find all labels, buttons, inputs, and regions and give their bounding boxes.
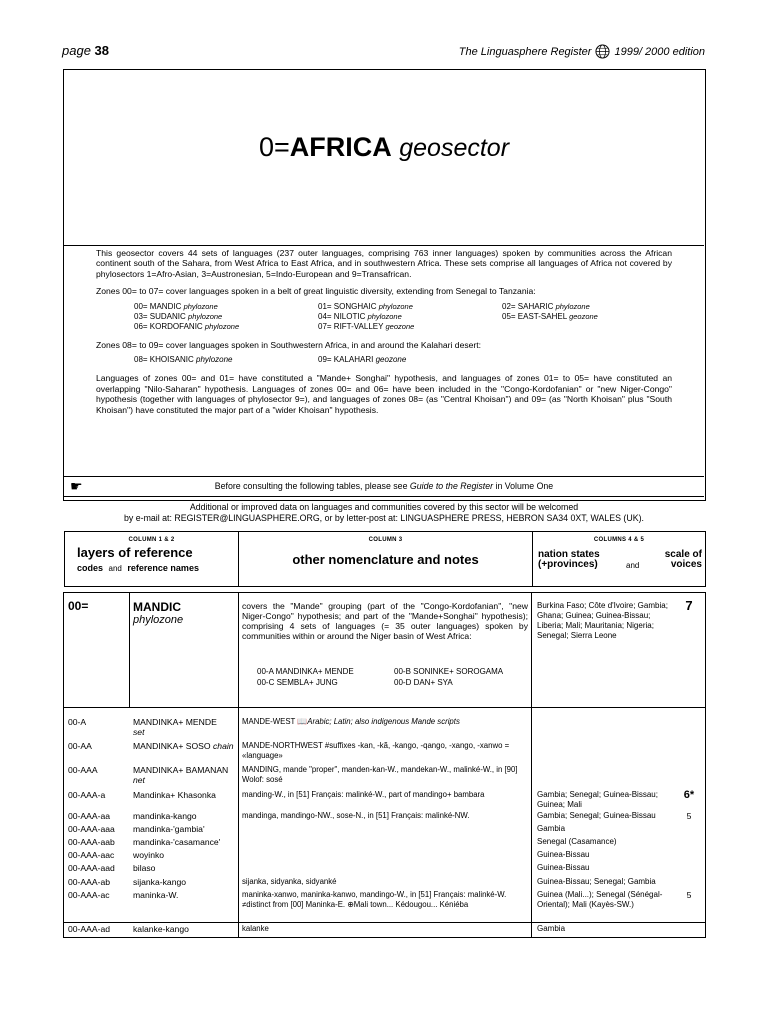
row-code: 00-AAA-ac [68, 890, 110, 900]
row-code: 00-AA [68, 741, 92, 751]
zone-entry: 04= NILOTIC phylozone [318, 311, 402, 321]
intro-paragraph: Zones 00= to 07= cover languages spoken in a belt of great linguistic diversity, extending from Senegal to Tanzania: [96, 286, 536, 297]
intro-paragraph: Languages of zones 00= and 01= have constituted a "Mande+ Songhai" hypothesis, and languages of zones 01= to 05= have constituted an overlapping "Nilo-Saharan" hypothesis. Languages of zones 00= and 06= have been included in the "Congo-Kordofanian" or "new Niger-Congo" hypothesis (together with languages of phylosector 9=), and languages of zones 08= (as "Central Khoisan") and 09= (as "North Khoisan" plus "South Khoisan") have constituted the major part of a "wider Khoisan" hypothesis. [96, 373, 672, 415]
intro-paragraph: This geosector covers 44 sets of languages (237 outer languages, comprising 763 inner languages) spoken by communities across the African continent south of the Sahara, from West Africa to East Africa, and in southwestern Africa. These sets comprise all languages of Africa not covered by phylosectors 1=Afro-Asian, 3=Austronesian, 5=Indo-European and 9=Transafrican. [96, 248, 672, 279]
row-name: maninka-W. [133, 890, 179, 900]
intro-text [96, 248, 672, 422]
set-item: 00-A MANDINKA+ MENDE [257, 667, 354, 676]
row-name: woyinko [133, 850, 165, 860]
row-scale: 5 [686, 890, 692, 900]
zone-entry: 03= SUDANIC phylozone [134, 311, 223, 321]
row-states: Gambia; Senegal; Guinea-Bissau; Guinea; Mali [537, 790, 658, 809]
row-notes: MANDING, mande "proper", manden-kan-W., mandekan-W., malinké-W., in [90] Wolof: sosé [242, 765, 518, 784]
row-notes: MANDE-WEST 📖Arabic; Latin; also indigenous Mande scripts [242, 717, 460, 726]
row-level: chain [210, 741, 234, 751]
language-table [63, 592, 706, 938]
row-states: Gambia; Senegal; Guinea-Bissau [537, 811, 656, 820]
guide-reference: Guide to the Register [409, 481, 494, 491]
row-states: Guinea-Bissau; Senegal; Gambia [537, 877, 656, 886]
row-states: Guinea (Mali...); Senegal (Sénégal-Oriental); Mali (Kayès-SW.) [537, 890, 663, 909]
title-area [64, 70, 704, 246]
consult-bar [64, 476, 704, 497]
row-code: 00-A [68, 717, 87, 727]
column-header-1-2: COLUMN 1 & 2 layers of reference codes and reference names [65, 532, 239, 586]
row-code: 00-AAA-aab [68, 837, 115, 847]
row-states: Guinea-Bissau [537, 863, 590, 872]
page-number [62, 43, 109, 58]
row-states: Senegal (Casamance) [537, 837, 617, 846]
set-item: 00-C SEMBLA+ JUNG [257, 678, 338, 687]
row-name: mandinka-'casamance' [133, 837, 221, 847]
row-notes: kalanke [242, 924, 269, 933]
row-notes: mandinga, mandingo-NW., sose-N., in [51] Français: malinké-NW. [242, 811, 470, 820]
row-notes: manding-W., in [51] Français: malinké-W., part of mandingo+ bambara [242, 790, 485, 799]
row-notes: sijanka, sidyanka, sidyanké [242, 877, 337, 886]
row-name: MANDINKA+ SOSO chain [133, 741, 234, 751]
zone-entry: 07= RIFT-VALLEY geozone [318, 321, 415, 331]
row-name: kalanke-kango [133, 924, 189, 934]
zone-entry: 01= SONGHAIC phylozone [318, 301, 413, 311]
script-book-icon: 📖 [297, 717, 308, 726]
zone-entry: 00= MANDIC phylozone [134, 301, 218, 311]
row-code: 00-AAA-ab [68, 877, 111, 887]
pointing-hand-icon: ☛ [70, 478, 83, 494]
row-notes: maninka-xanwo, maninka-kanwo, mandingo-W., in [51] Français: malinké-W. ≠distinct from [00] Maninka-E. ⊕Mali town... Kédougou... Kéniéba [242, 890, 507, 909]
consult-text: Before consulting the following tables, please see Guide to the Register in Volume One [214, 481, 554, 491]
row-name: mandinka-'gambia' [133, 824, 205, 834]
row-scale: 6* [683, 789, 695, 801]
zone-entry: 06= KORDOFANIC phylozone [134, 321, 240, 331]
globe-icon [595, 44, 610, 59]
row-name: MANDINKA+ BAMANAN net [133, 765, 229, 785]
zone-note: covers the "Mande" grouping (part of the "Congo-Kordofanian", "new Niger-Congo" hypothesis; and part of the "Mande+Songhai" hypothesis); comprising 4 sets of languages (= 35 outer languages) spoken by communities within or around the Niger basin of West Africa: [242, 601, 528, 641]
row-code: 00-AAA-aac [68, 850, 115, 860]
zone-entry: 08= KHOISANIC phylozone [134, 355, 233, 365]
title-code: 0= [258, 132, 290, 162]
zone-entry: 05= EAST-SAHEL geozone [502, 311, 598, 321]
zone-entry: 09= KALAHARI geozone [318, 355, 407, 365]
column-title: scale of [664, 549, 702, 560]
row-level: set [133, 727, 145, 737]
row-name: Mandinka+ Khasonka [133, 790, 216, 800]
column-title: nation states [538, 549, 600, 560]
zone-name: MANDIC [133, 600, 181, 614]
row-code: 00-AAA [68, 765, 98, 775]
row-code: 00-AAA-a [68, 790, 106, 800]
row-code: 00-AAA-ad [68, 924, 111, 934]
page-num: 38 [94, 43, 110, 58]
title-name: AFRICA [289, 132, 392, 162]
row-states: Gambia [537, 924, 566, 933]
edition: 1999/ 2000 edition [614, 45, 705, 58]
set-item: 00-B SONINKE+ SOROGAMA [394, 667, 504, 676]
row-name: bilaso [133, 863, 156, 873]
zone-code: 00= [68, 599, 89, 613]
zone-entry: 02= SAHARIC phylozone [502, 301, 590, 311]
row-code: 00-AAA-aa [68, 811, 111, 821]
row-states: Gambia [537, 824, 566, 833]
zone-list [134, 355, 672, 365]
intro-paragraph: Zones 08= to 09= cover languages spoken in Southwestern Africa, in and around the Kalahari desert: [96, 339, 482, 350]
column-header-4-5: COLUMNS 4 & 5 nation states (+provinces) and scale of voices [538, 537, 702, 570]
publication-title: The Linguasphere Register [458, 45, 592, 58]
set-item: 00-D DAN+ SYA [394, 678, 453, 687]
column-title: other nomenclature and notes [292, 552, 479, 567]
contact-line: by e-mail at: REGISTER@LINGUASPHERE.ORG, or by letter-post at: LINGUASPHERE PRESS, HEBRON SA34 0XT, WALES (UK). [124, 513, 644, 523]
zone-scale: 7 [685, 598, 693, 613]
row-name: mandinka-kango [133, 811, 197, 821]
row-notes: MANDE-NORTHWEST #suffixes -kan, -kã, -kango, -qango, -xango, -xanwo = «language» [242, 741, 510, 760]
running-header [459, 44, 705, 59]
column-header-3: COLUMN 3 other nomenclature and notes [239, 532, 533, 586]
row-code: 00-AAA-aaa [68, 824, 115, 834]
row-name: MANDINKA+ MENDE set [133, 717, 217, 737]
zone-list [134, 302, 672, 332]
column-headers [64, 531, 706, 587]
row-name: sijanka-kango [133, 877, 187, 887]
zone-states: Burkina Faso; Côte d'Ivoire; Gambia; Ghana; Guinea; Guinea-Bissau; Liberia; Mali; Mauritania; Nigeria; Senegal; Sierra Leone [537, 601, 668, 640]
row-code: 00-AAA-aad [68, 863, 115, 873]
page-word: page [62, 43, 91, 58]
zone-kind: phylozone [133, 614, 184, 626]
row-level: net [133, 775, 145, 785]
column-title: layers of reference [77, 545, 193, 560]
contact-line: Additional or improved data on languages and communities covered by this sector will be welcomed [189, 502, 579, 512]
page-title [64, 132, 704, 163]
title-suffix: geosector [399, 134, 510, 162]
row-scale: 5 [686, 811, 692, 821]
row-states: Guinea-Bissau [537, 850, 590, 859]
contact-note [64, 502, 704, 524]
